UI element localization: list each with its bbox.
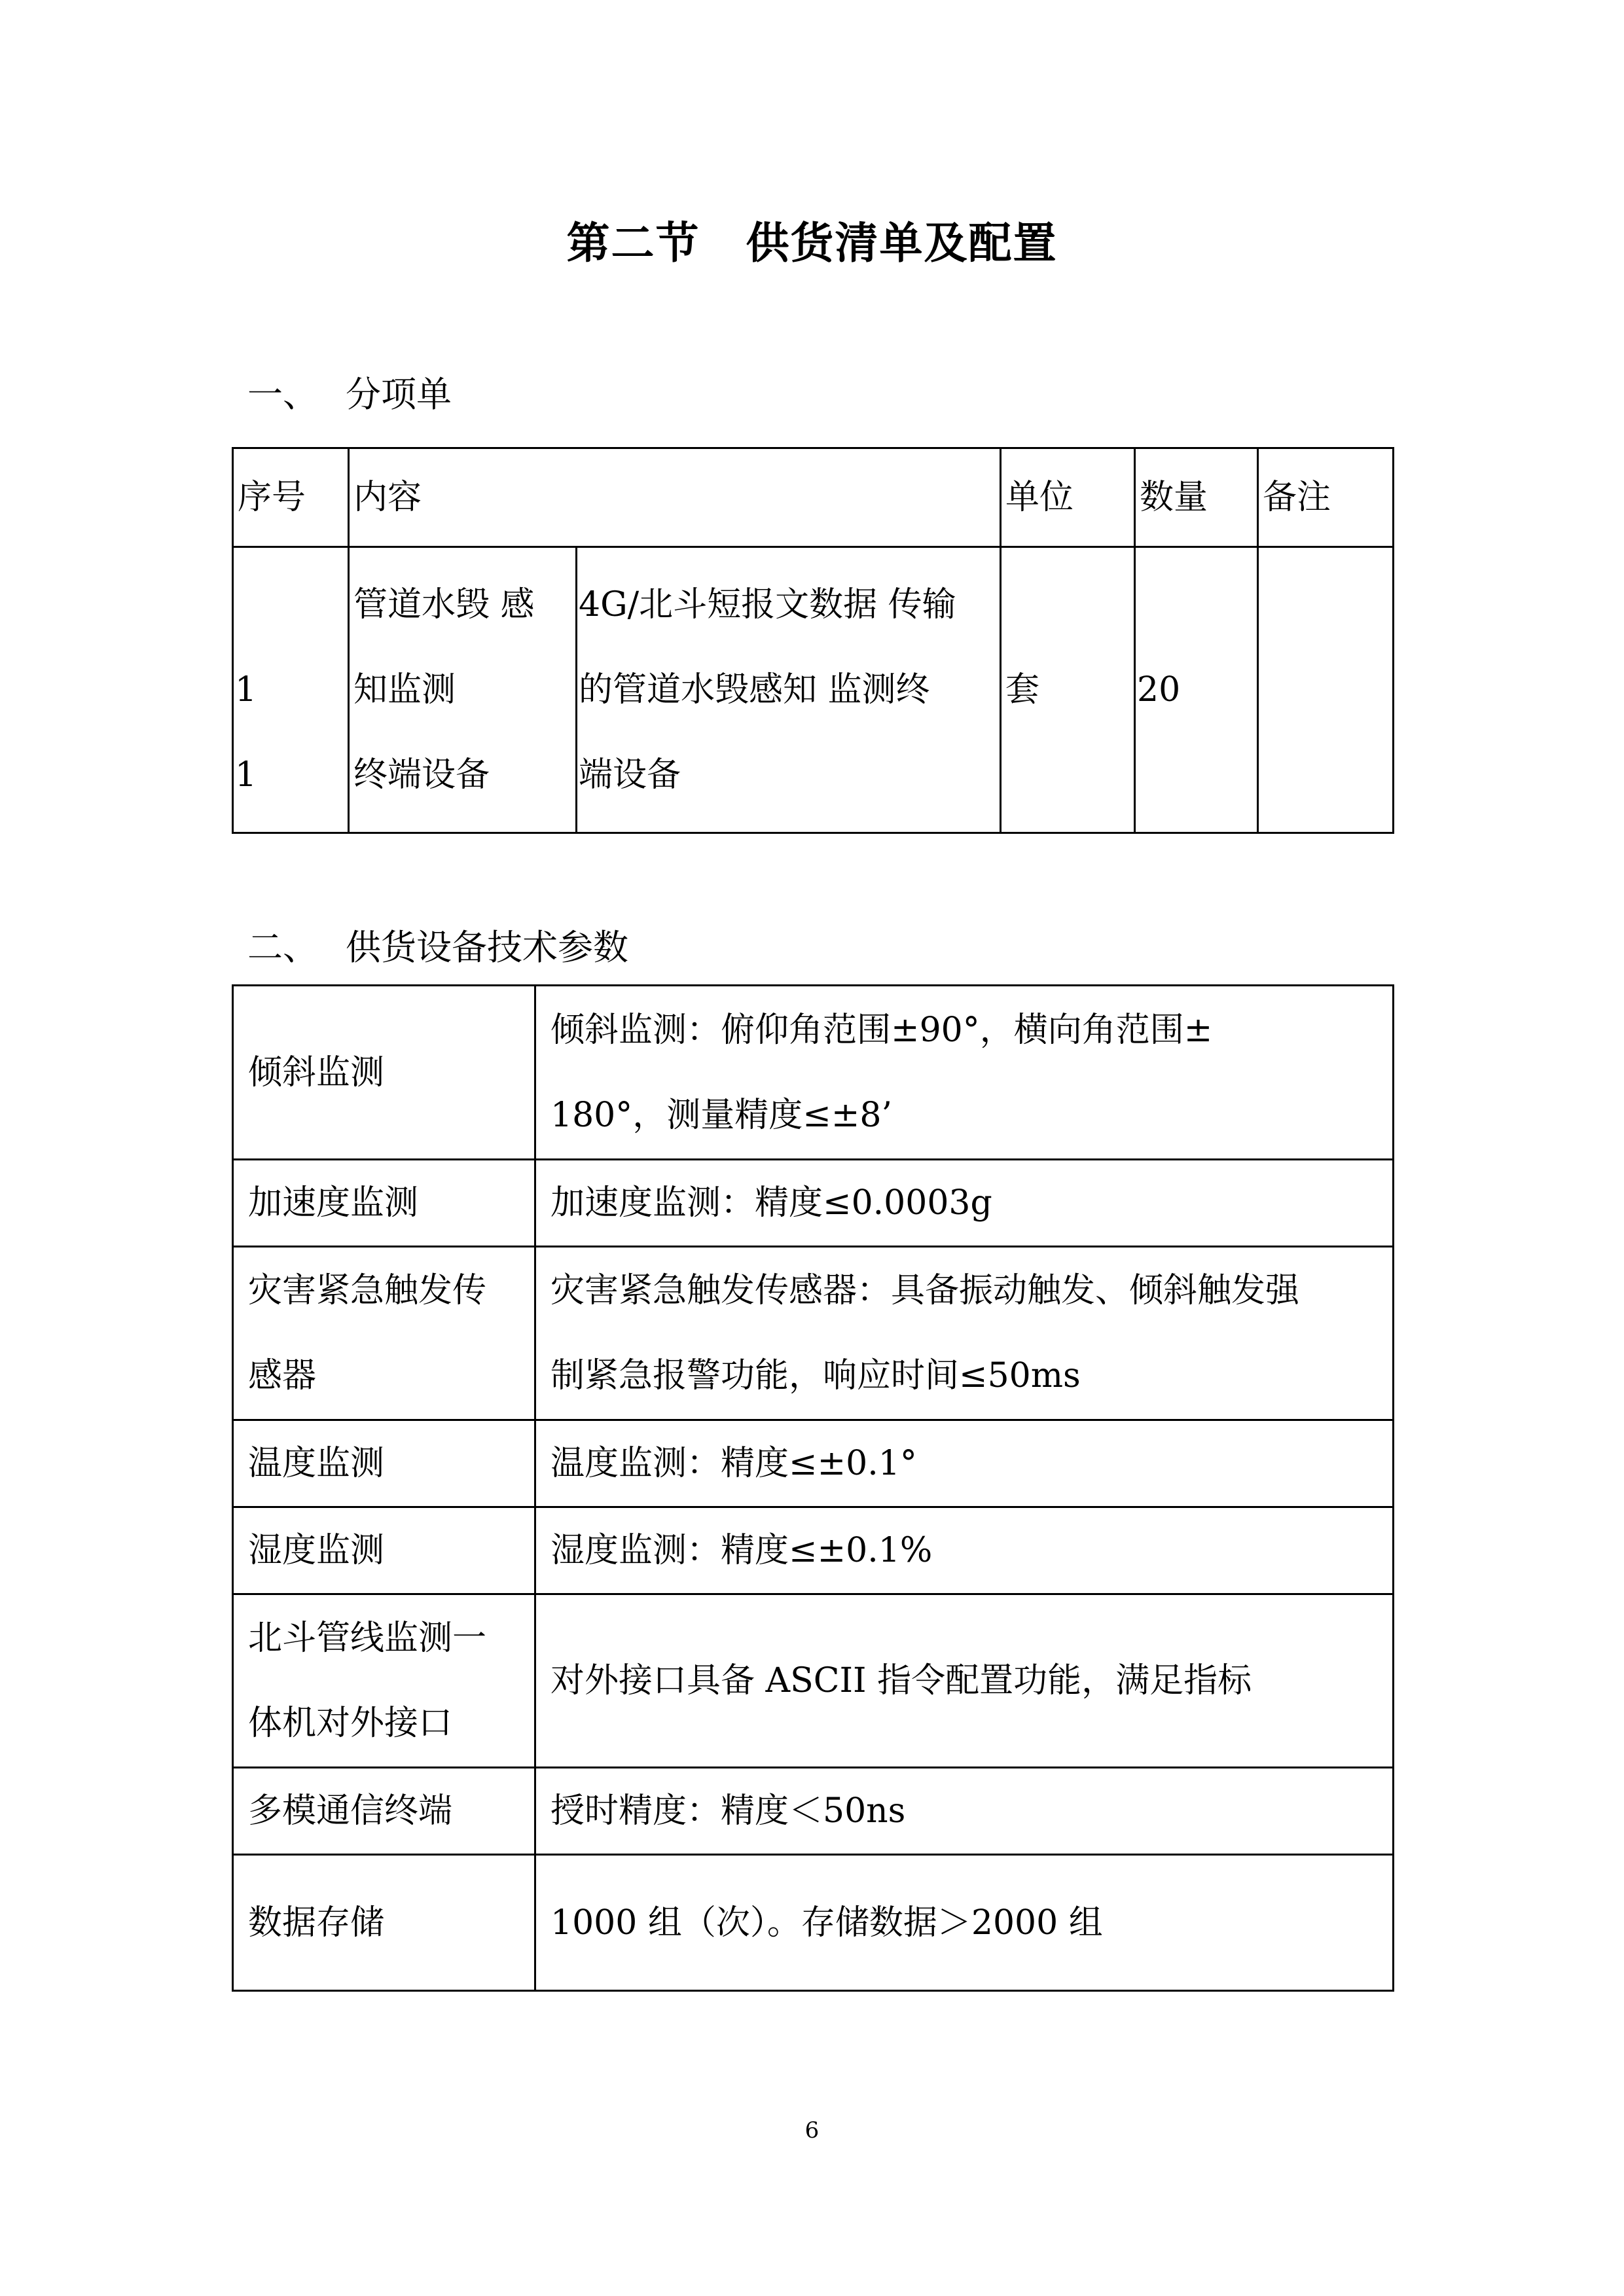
title-prefix: 第二节 — [566, 218, 700, 268]
table-row — [233, 1247, 1394, 1420]
title-main: 供货清单及配置 — [746, 218, 1058, 268]
param-label: 灾害紧急触发传 感器 — [233, 1247, 535, 1420]
header-content: 内容 — [349, 448, 1001, 547]
header-quantity: 数量 — [1135, 448, 1258, 547]
param-label: 倾斜监测 — [233, 986, 535, 1160]
cell-description: 4G/北斗短报文数据 传输 的管道水毁感知 监测终 端设备 — [577, 547, 1001, 833]
page-title — [0, 208, 1624, 270]
page-number: 6 — [804, 2117, 820, 2144]
param-value: 灾害紧急触发传感器：具备振动触发、倾斜触发强 制紧急报警功能，响应时间≤50ms — [535, 1247, 1394, 1420]
param-label: 北斗管线监测一 体机对外接口 — [233, 1594, 535, 1768]
header-unit: 单位 — [1001, 448, 1135, 547]
section-heading-params — [247, 920, 628, 970]
param-label: 湿度监测 — [233, 1507, 535, 1594]
table-row — [233, 1594, 1394, 1768]
cell-index: 1 1 — [233, 547, 349, 833]
items-table — [232, 447, 1394, 834]
table-row — [233, 1420, 1394, 1507]
param-label: 多模通信终端 — [233, 1768, 535, 1855]
param-value: 1000 组（次）。存储数据＞2000 组 — [535, 1855, 1394, 1991]
cell-name: 管道水毁 感 知监测 终端设备 — [349, 547, 577, 833]
param-value: 倾斜监测：俯仰角范围±90°，横向角范围± 180°，测量精度≤±8’ — [535, 986, 1394, 1160]
table-row — [233, 986, 1394, 1160]
table-row — [233, 1160, 1394, 1247]
header-index: 序号 — [233, 448, 349, 547]
param-value: 温度监测：精度≤±0.1° — [535, 1420, 1394, 1507]
table-row — [233, 1507, 1394, 1594]
param-value: 加速度监测：精度≤0.0003g — [535, 1160, 1394, 1247]
param-label: 数据存储 — [233, 1855, 535, 1991]
section-number: 二、 — [247, 927, 318, 968]
cell-quantity: 20 — [1135, 547, 1258, 833]
table-row — [233, 1855, 1394, 1991]
params-table — [232, 984, 1394, 1992]
param-label: 温度监测 — [233, 1420, 535, 1507]
cell-remarks — [1258, 547, 1394, 833]
table-row — [233, 547, 1394, 833]
section-heading-items — [247, 367, 452, 417]
param-value: 授时精度：精度＜50ns — [535, 1768, 1394, 1855]
section-title: 分项单 — [346, 374, 452, 415]
param-value: 对外接口具备 ASCII 指令配置功能，满足指标 — [535, 1594, 1394, 1768]
section-number: 一、 — [247, 374, 318, 415]
table-header-row — [233, 448, 1394, 547]
param-value: 湿度监测：精度≤±0.1% — [535, 1507, 1394, 1594]
param-label: 加速度监测 — [233, 1160, 535, 1247]
table-row — [233, 1768, 1394, 1855]
cell-unit: 套 — [1001, 547, 1135, 833]
section-title: 供货设备技术参数 — [346, 927, 628, 968]
header-remarks: 备注 — [1258, 448, 1394, 547]
